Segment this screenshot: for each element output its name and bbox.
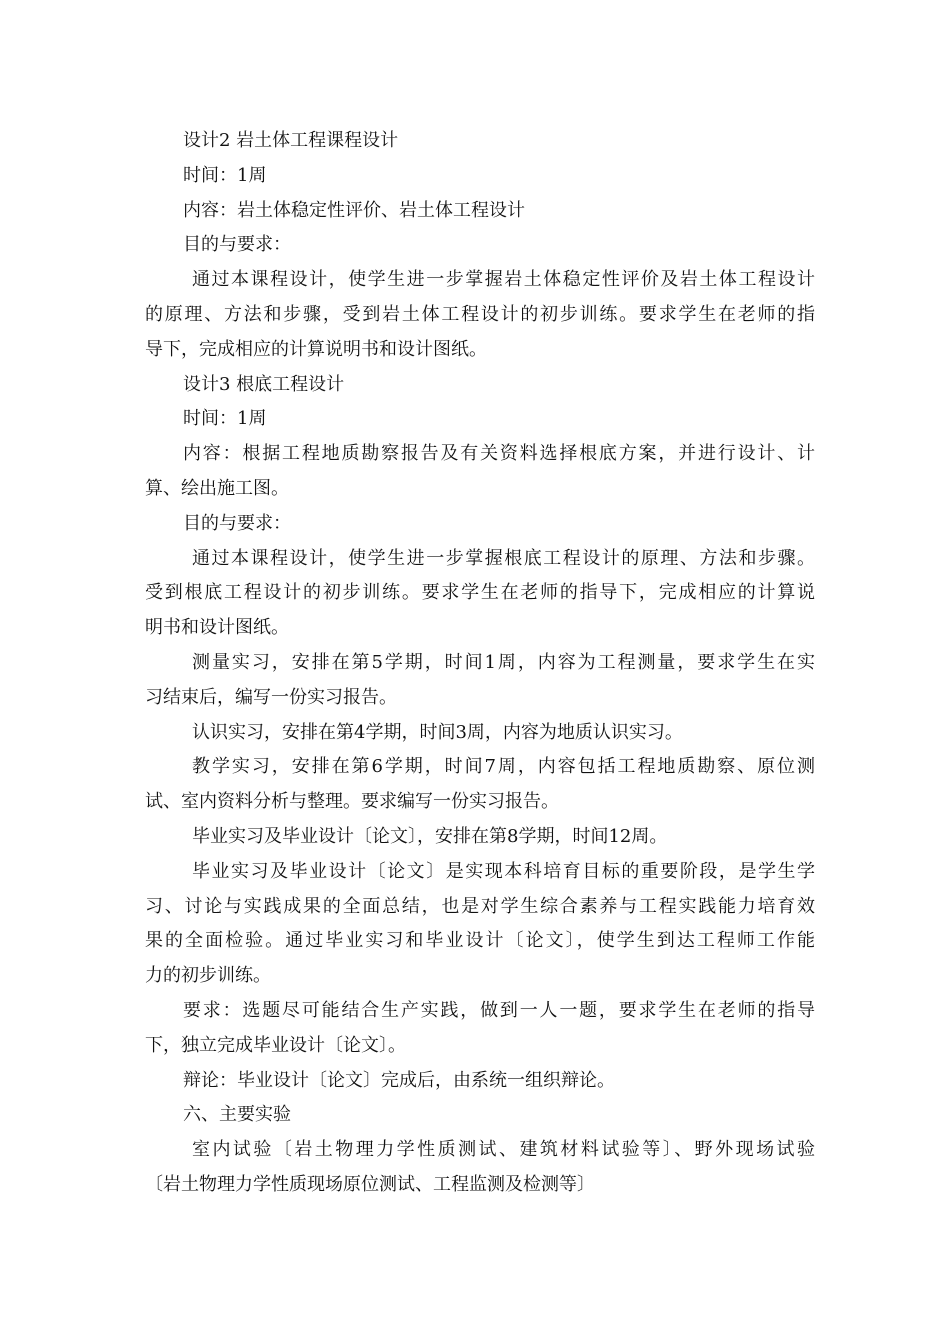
- text-line: 内容：岩土体稳定性评价、岩土体工程设计: [183, 199, 525, 221]
- text-line: 果的全面检验。通过毕业实习和毕业设计〔论文〕，使学生到达工程师工作能: [145, 930, 815, 952]
- document-body: [145, 124, 815, 1203]
- text-line: 〔岩土物理力学性质现场原位测试、工程监测及检测等〕: [145, 1173, 595, 1195]
- text-line: 习结束后，编写一份实习报告。: [145, 686, 397, 708]
- text-line: 设计3 根底工程设计: [183, 373, 345, 395]
- text-line: 测量实习，安排在第5学期，时间1周，内容为工程测量，要求学生在实: [192, 651, 815, 673]
- text-line: 导下，完成相应的计算说明书和设计图纸。: [145, 338, 487, 360]
- text-line: 设计2 岩土体工程课程设计: [183, 130, 399, 151]
- text-line: 认识实习，安排在第4学期，时间3周，内容为地质认识实习。: [192, 721, 683, 743]
- text-line: 要求：选题尽可能结合生产实践，做到一人一题，要求学生在老师的指导: [183, 999, 815, 1021]
- text-line: 内容：根据工程地质勘察报告及有关资料选择根底方案，并进行设计、计: [183, 443, 815, 465]
- text-line: 毕业实习及毕业设计〔论文〕，安排在第8学期，时间12周。: [192, 825, 668, 847]
- text-line: 通过本课程设计，使学生进一步掌握岩土体稳定性评价及岩土体工程设计: [192, 269, 815, 291]
- text-line: 力的初步训练。: [145, 965, 271, 987]
- text-line: 目的与要求：: [183, 234, 291, 256]
- text-line: 时间：1周: [183, 164, 267, 186]
- text-line: 的原理、方法和步骤，受到岩土体工程设计的初步训练。要求学生在老师的指: [145, 303, 815, 325]
- text-line: 毕业实习及毕业设计〔论文〕是实现本科培育目标的重要阶段，是学生学: [192, 860, 815, 882]
- text-line: 目的与要求：: [183, 512, 291, 534]
- text-line: 辩论：毕业设计〔论文〕完成后，由系统一组织辩论。: [183, 1069, 615, 1091]
- text-line: 受到根底工程设计的初步训练。要求学生在老师的指导下，完成相应的计算说: [145, 582, 815, 604]
- text-line: 通过本课程设计，使学生进一步掌握根底工程设计的原理、方法和步骤。: [192, 547, 815, 569]
- text-line: 明书和设计图纸。: [145, 617, 289, 639]
- text-line: 室内试验〔岩土物理力学性质测试、建筑材料试验等〕、野外现场试验: [192, 1139, 815, 1161]
- text-line: 教学实习，安排在第6学期，时间7周，内容包括工程地质勘察、原位测: [192, 756, 815, 778]
- text-line: 算、绘出施工图。: [145, 477, 289, 499]
- text-line: 习、讨论与实践成果的全面总结，也是对学生综合素养与工程实践能力培育效: [145, 895, 815, 917]
- section-heading: 六、主要实验: [183, 1104, 291, 1126]
- text-line: 试、室内资料分析与整理。要求编写一份实习报告。: [145, 791, 559, 813]
- text-line: 下，独立完成毕业设计〔论文〕。: [145, 1034, 406, 1056]
- text-line: 时间：1周: [183, 408, 267, 430]
